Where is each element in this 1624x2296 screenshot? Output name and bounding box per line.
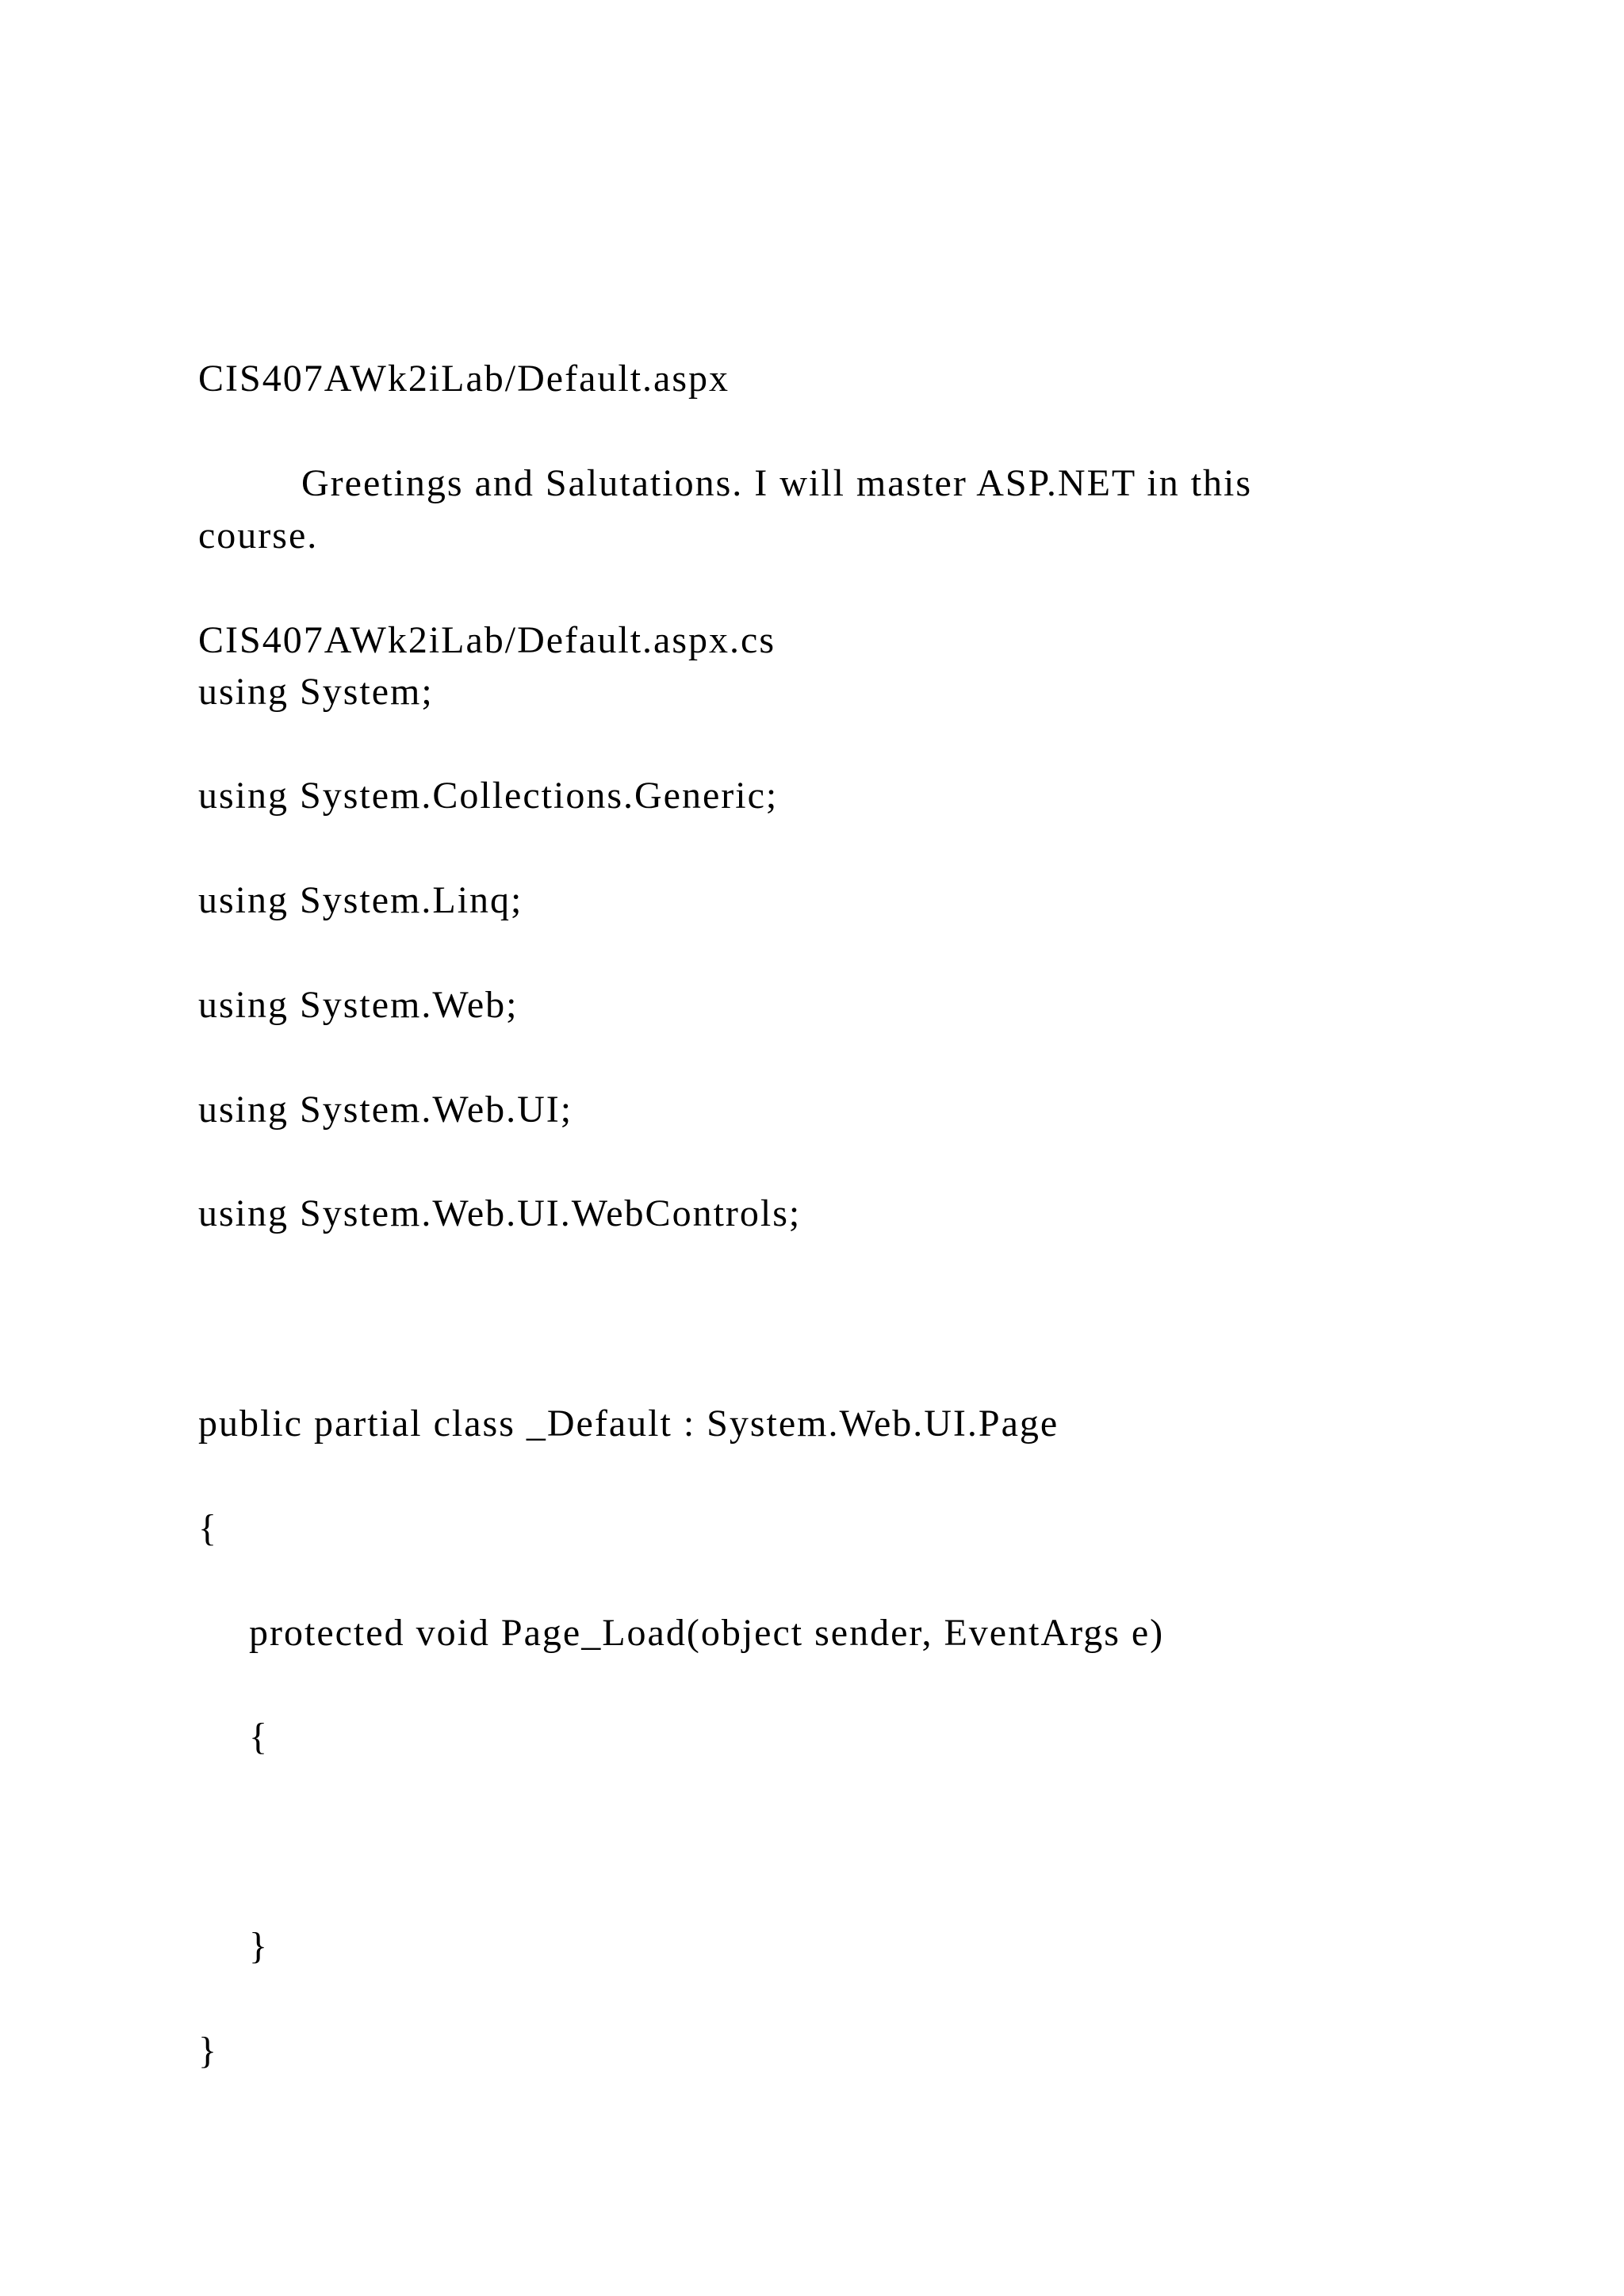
greeting-line-2: course. xyxy=(198,515,319,557)
code-method-open-brace: { xyxy=(249,1716,270,1758)
code-class-close-brace: } xyxy=(198,2030,219,2072)
code-using-web: using System.Web; xyxy=(198,984,519,1026)
code-class-open-brace: { xyxy=(198,1507,219,1549)
code-using-linq: using System.Linq; xyxy=(198,879,523,921)
code-using-system: using System; xyxy=(198,671,434,713)
code-using-webcontrols: using System.Web.UI.WebControls; xyxy=(198,1192,802,1234)
file2-title: CIS407AWk2iLab/Default.aspx.cs xyxy=(198,619,776,661)
code-using-web-ui: using System.Web.UI; xyxy=(198,1089,573,1131)
code-class-declaration: public partial class _Default : System.Web.UI.Page xyxy=(198,1402,1059,1445)
greeting-line-1: Greetings and Salutations. I will master ASP.NET in this xyxy=(301,462,1253,504)
code-using-collections-generic: using System.Collections.Generic; xyxy=(198,775,779,817)
file1-title: CIS407AWk2iLab/Default.aspx xyxy=(198,358,730,400)
code-method-declaration: protected void Page_Load(object sender, EventArgs e) xyxy=(249,1612,1165,1654)
code-method-close-brace: } xyxy=(249,1925,270,1967)
